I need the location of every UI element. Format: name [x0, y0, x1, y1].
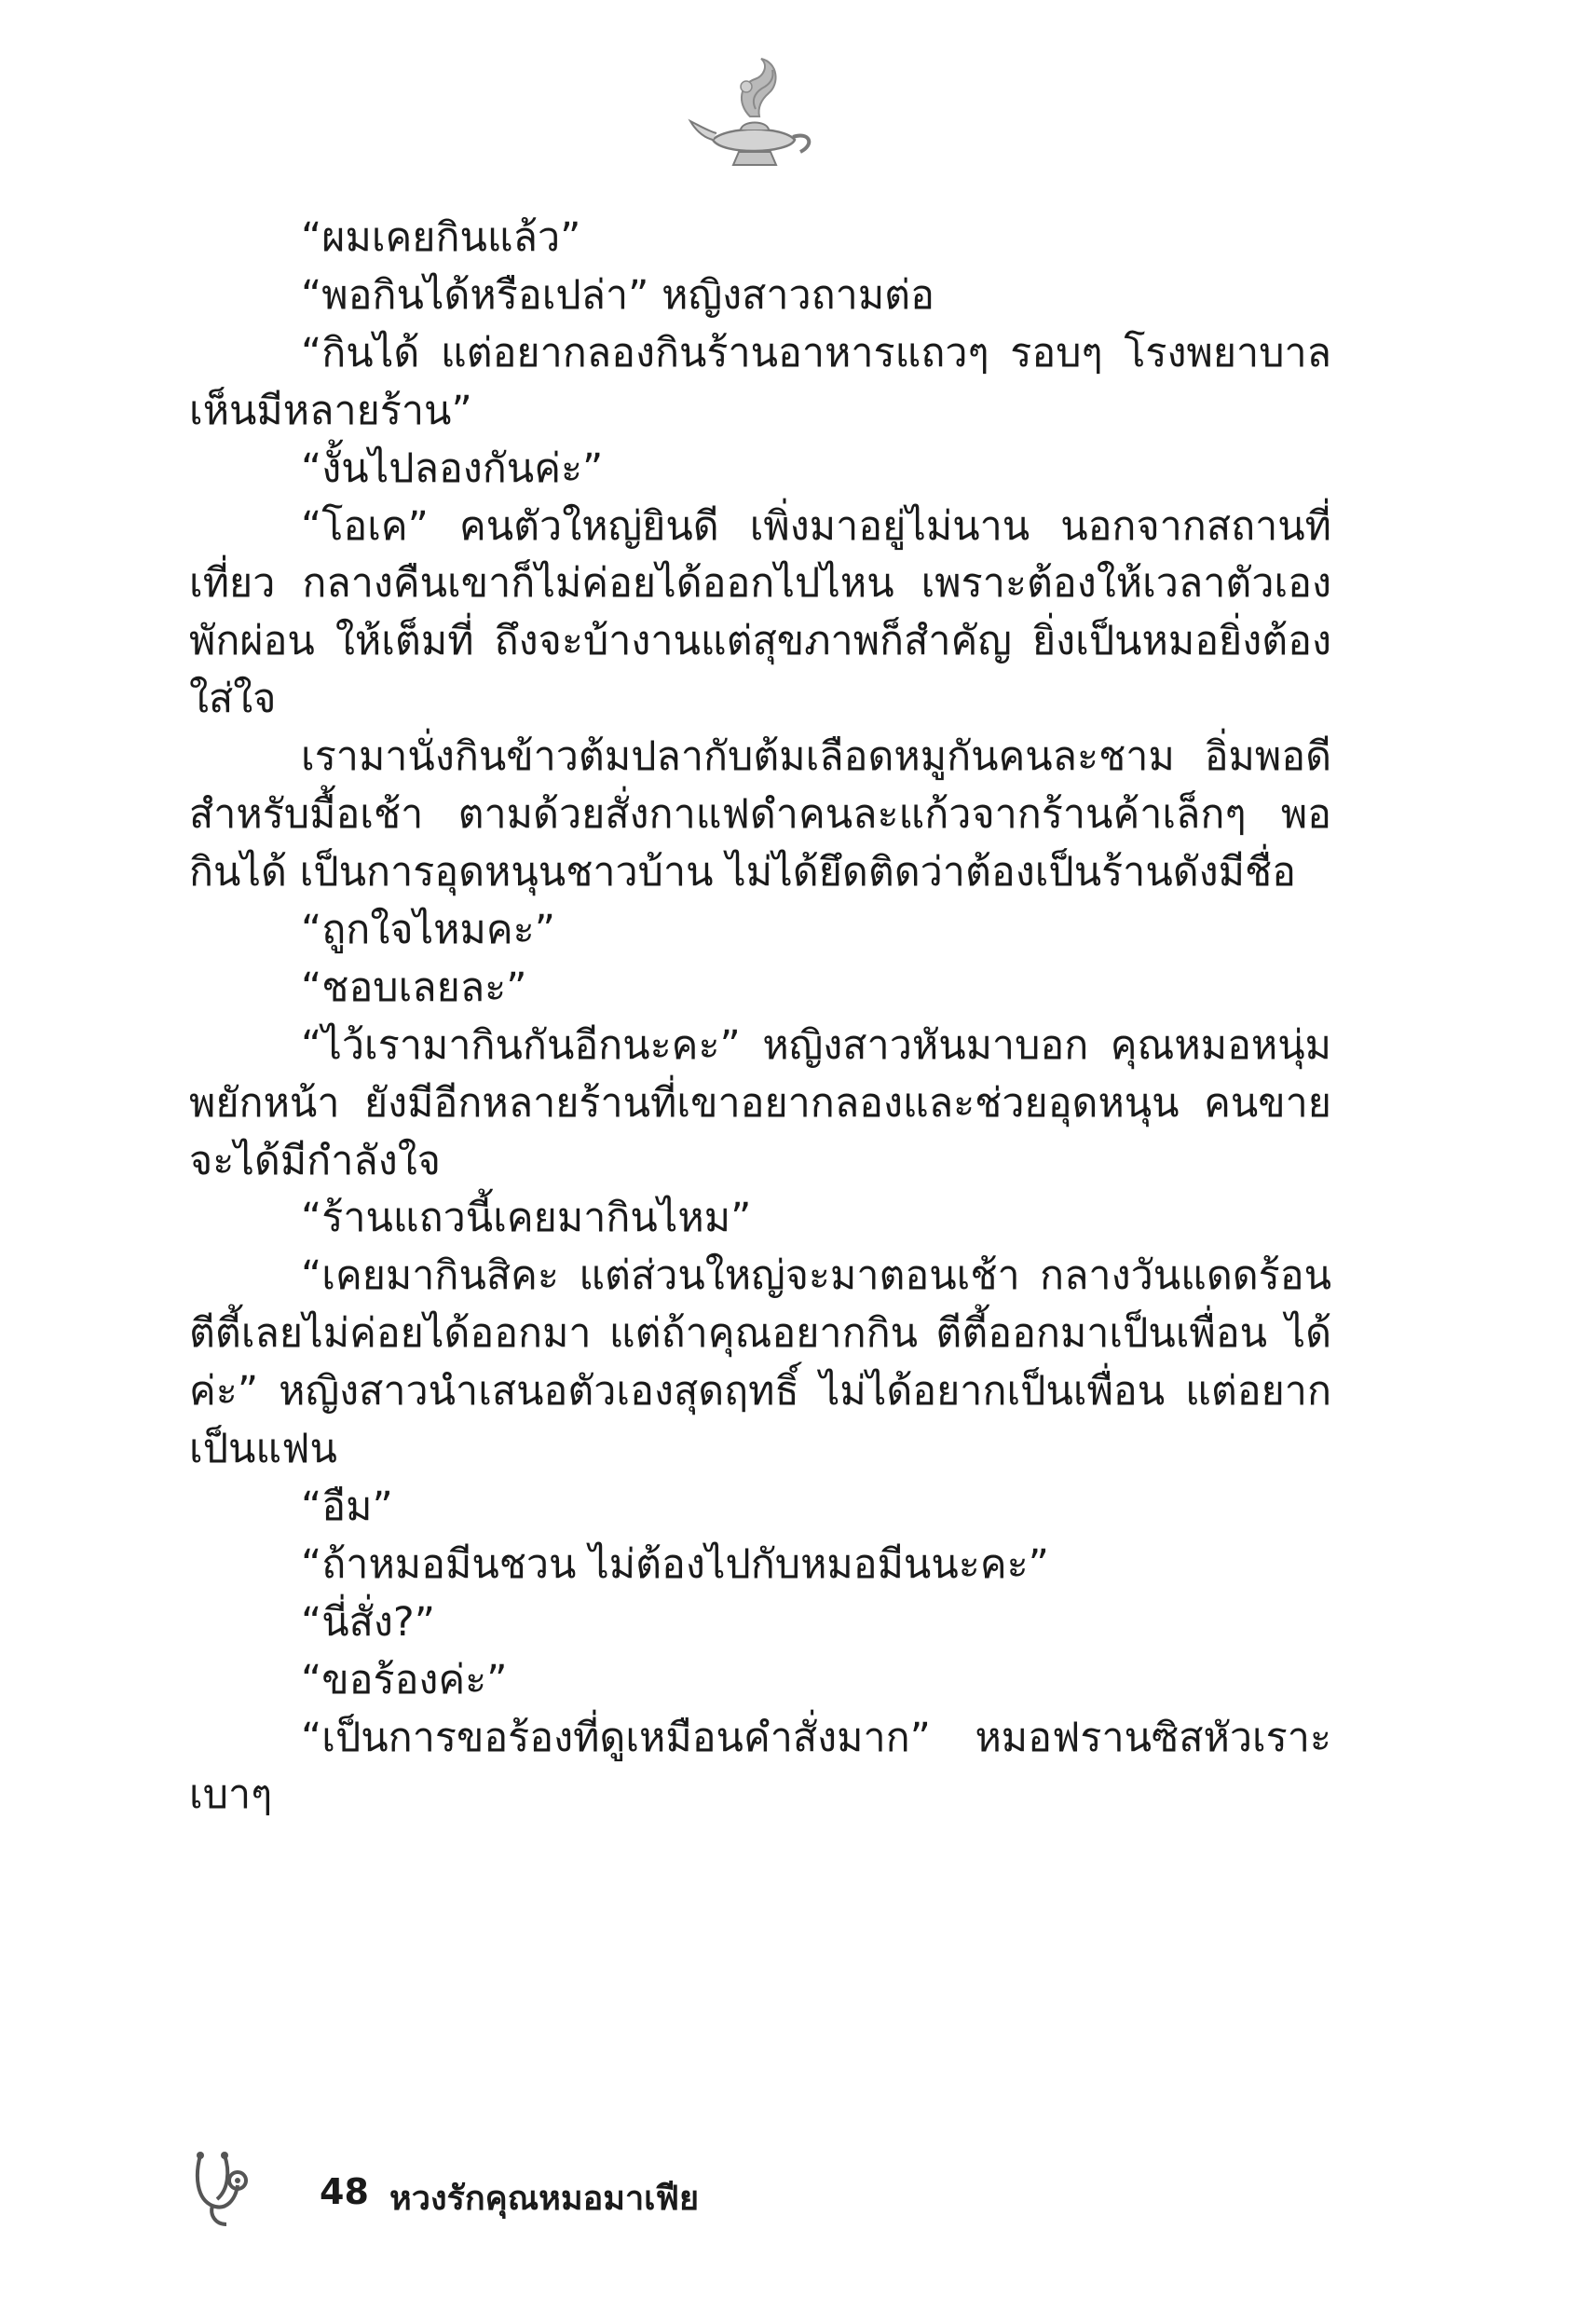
magic-lamp-icon — [685, 51, 825, 191]
body-text — [189, 210, 1331, 1825]
paragraph: “ขอร้องค่ะ” — [301, 1656, 508, 1703]
paragraph: “ชอบเลยละ” — [301, 964, 527, 1011]
paragraph: “งั้นไปลองกันค่ะ” — [301, 444, 604, 492]
page-footer — [189, 2148, 1028, 2232]
stethoscope-icon — [189, 2148, 254, 2232]
paragraph: “ถูกใจไหมคะ” — [301, 906, 555, 953]
paragraph: “อืม” — [301, 1483, 393, 1530]
paragraph: “ร้านแถวนี้เคยมากินไหม” — [301, 1195, 752, 1242]
paragraph: “นี่สั่ง?” — [301, 1598, 436, 1646]
paragraph: “ไว้เรามากินกันอีกนะคะ” หญิงสาวหันมาบอก คุณหมอหนุ่ม พยักหน้า ยังมีอีกหลายร้านที่เขาอยากลองและช่วยอุดหนุน คนขาย จะได้มีกำลังใจ — [189, 1021, 1331, 1184]
paragraph: “ผมเคยกินแล้ว” — [301, 214, 581, 261]
book-title: หวงรักคุณหมอมาเฟีย — [389, 2180, 700, 2218]
paragraph: “ถ้าหมอมีนชวน ไม่ต้องไปกับหมอมีนนะคะ” — [301, 1540, 1049, 1588]
paragraph: เรามานั่งกินข้าวต้มปลากับต้มเลือดหมูกันคนละชาม อิ่มพอดี สำหรับมื้อเช้า ตามด้วยสั่งกาแฟดำคนละแก้วจากร้านค้าเล็กๆ พอกินได้ เป็นการอุดหนุนชาวบ้าน ไม่ได้ยึดติดว่าต้องเป็นร้านดังมีชื่อ — [189, 733, 1331, 896]
page-number: 48 — [320, 2171, 369, 2212]
paragraph: “พอกินได้หรือเปล่า” หญิงสาวถามต่อ — [301, 271, 934, 319]
paragraph: “เคยมากินสิคะ แต่ส่วนใหญ่จะมาตอนเช้า กลางวันแดดร้อน ตีตี้เลยไม่ค่อยได้ออกมา แต่ถ้าคุณอยากกิน ตีตี้ออกมาเป็นเพื่อน ได้ค่ะ” หญิงสาวนำเสนอตัวเองสุดฤทธิ์ ไม่ได้อยากเป็นเพื่อน แต่อยาก เป็นแฟน — [189, 1252, 1331, 1473]
paragraph: “กินได้ แต่อยากลองกินร้านอาหารแถวๆ รอบๆ โรงพยาบาล เห็นมีหลายร้าน” — [189, 329, 1331, 434]
paragraph: “เป็นการขอร้องที่ดูเหมือนคำสั่งมาก” หมอฟรานซิสหัวเราะเบาๆ — [189, 1714, 1331, 1819]
paragraph: “โอเค” คนตัวใหญ่ยินดี เพิ่งมาอยู่ไม่นาน นอกจากสถานที่เที่ยว กลางคืนเขาก็ไม่ค่อยได้ออกไปไหน เพราะต้องให้เวลาตัวเองพักผ่อน ให้เต็มที่ ถึงจะบ้างานแต่สุขภาพก็สำคัญ ยิ่งเป็นหมอยิ่งต้องใส่ใจ — [189, 502, 1331, 723]
